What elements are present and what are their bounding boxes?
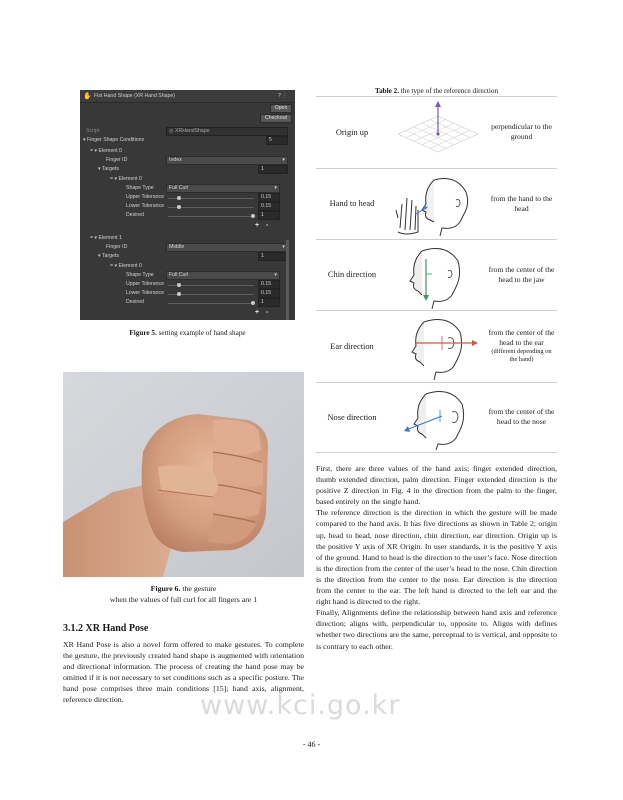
chevron-down-icon: ▾ — [274, 272, 277, 278]
element0-foldout[interactable]: = ▾ Element 0 — [90, 148, 122, 154]
table2-label: Table 2. — [374, 87, 400, 95]
table-row — [316, 96, 557, 169]
right-column-text — [316, 463, 557, 652]
lower-tolerance-label: Lower Tolerance — [126, 203, 164, 209]
direction-name: Origin up — [335, 127, 369, 137]
help-menu-icons[interactable]: ? ⋮ — [278, 93, 288, 99]
table-row — [316, 239, 557, 311]
ear-direction-diagram — [402, 312, 482, 380]
figure5-text: setting example of hand shape — [156, 329, 246, 337]
upper-tolerance-value[interactable]: 0.15 — [258, 193, 280, 202]
hand-to-head-diagram — [394, 170, 484, 238]
shape-type-dropdown[interactable] — [166, 271, 280, 280]
table-row — [316, 382, 557, 453]
origin-up-diagram — [392, 98, 484, 166]
finger-id-value: Middle — [169, 244, 185, 250]
desired-label: Desired — [126, 212, 144, 218]
head-ear-illustration — [402, 312, 482, 380]
nose-direction-diagram — [402, 384, 482, 450]
figure5-caption — [80, 329, 295, 337]
desired-slider[interactable] — [168, 303, 254, 304]
shape-type-value: Full Curl — [169, 272, 189, 278]
shape-type-value: Full Curl — [169, 185, 189, 191]
direction-description: from the center of the head to the jaw — [488, 264, 555, 284]
head-chin-illustration — [402, 241, 482, 309]
conditions-label: Finger Shape Conditions — [87, 137, 145, 143]
remove-button[interactable]: - — [266, 222, 269, 229]
lower-tolerance-value[interactable]: 0.15 — [258, 289, 280, 298]
direction-name: Ear direction — [330, 341, 374, 351]
slider-handle[interactable] — [177, 196, 181, 200]
slider-handle[interactable] — [177, 205, 181, 209]
targets-count[interactable]: 1 — [258, 252, 288, 261]
add-button[interactable]: + — [255, 222, 260, 229]
figure6-caption — [63, 583, 304, 605]
figure6-label: Figure 6. — [150, 584, 181, 593]
lower-tolerance-value[interactable]: 0.15 — [258, 202, 280, 211]
slider-handle[interactable] — [177, 283, 181, 287]
inspector-header — [80, 90, 295, 103]
direction-description: from the hand to the head — [490, 193, 553, 213]
checkout-button[interactable]: Checkout — [260, 114, 292, 123]
paragraph-hand-axis: First, there are three values of the hand axis; finger extended direction, thumb extended direction, palm direction. Finger extended direction is the positive Z direction in Fig. 4 in the direction from the palm to the finger, based entirely on the single hand. — [316, 464, 557, 507]
chin-direction-diagram — [402, 241, 482, 309]
figure6-text: the gesture — [180, 584, 217, 593]
chevron-down-icon: ▾ — [282, 244, 285, 250]
description-note: (different depending on the hand) — [491, 347, 552, 363]
arrow-up-icon — [435, 101, 441, 107]
finger-id-label: Finger ID — [106, 244, 128, 250]
section-heading: 3.1.2 XR Hand Pose — [63, 623, 149, 634]
table-row — [316, 310, 557, 383]
direction-description: perpendicular to the ground — [491, 122, 552, 141]
paragraph-reference-direction: The reference direction is the direction in which the gesture will be made compared to the hand axis. It has five directions as shown in Table 2; origin up, head to head, nose direction, chin direction, ear direction. Origin up is the positive Y axis of XR Origin. In user standards, it is the positive Y axis of the ground. Hand to head is the direction to the user’s face. Nose direction is the direction from the center of the user’s head to the nose. Chin direction is the direction from the center to the nose. Ear direction is the direction from the center to the ear. The left hand is directed to the left ear and the right hand is directed to the right. — [316, 508, 557, 607]
inspector-scrollbar[interactable] — [286, 240, 289, 320]
table2-title: the type of the reference direction — [399, 87, 499, 95]
grid-plane-illustration — [392, 98, 484, 166]
page-number: - 46 - — [302, 740, 321, 749]
head-hand-illustration — [394, 170, 484, 238]
target-element-foldout[interactable]: = ▾ Element 0 — [110, 176, 142, 182]
description-text: from the center of the head to the ear — [488, 327, 555, 347]
conditions-foldout[interactable]: ▾ Finger Shape Conditions — [83, 137, 145, 143]
shape-type-dropdown[interactable] — [166, 184, 280, 193]
targets-foldout[interactable]: ▾ Targets — [98, 253, 119, 259]
script-value: XRHandShape — [174, 128, 210, 134]
finger-id-dropdown[interactable] — [166, 156, 288, 165]
desired-value[interactable]: 1 — [258, 211, 280, 220]
chevron-down-icon: ▾ — [274, 185, 277, 191]
direction-name: Hand to head — [329, 199, 375, 208]
script-label: Script — [86, 128, 100, 134]
conditions-count[interactable]: 5 — [266, 136, 288, 145]
remove-button[interactable]: - — [266, 309, 269, 316]
slider-handle[interactable] — [251, 301, 255, 305]
chevron-down-icon: ▾ — [282, 157, 285, 163]
arrow-down-icon — [423, 295, 429, 301]
figure6-line2: when the values of full curl for all fingers are 1 — [109, 595, 258, 604]
element1-foldout[interactable]: = ▾ Element 1 — [90, 235, 122, 241]
script-field[interactable] — [166, 127, 288, 136]
open-button[interactable]: Open — [270, 104, 292, 113]
unity-inspector-screenshot — [80, 90, 295, 320]
direction-name: Chin direction — [327, 270, 377, 279]
shape-type-label: Shape Type — [126, 272, 154, 278]
head-nose-illustration — [402, 384, 482, 450]
upper-tolerance-value[interactable]: 0.15 — [258, 280, 280, 289]
section-paragraph: XR Hand Pose is also a novel form offered to make gestures. To complete the gesture, the previously created hand shape is augmented with orientation and directional information. The process of creating the hand pose may be omitted if it is not necessary to set conditions such as a specific posture. The hand pose comprises three main conditions [15]; hand axis, alignment, reference direction. — [63, 640, 304, 705]
finger-id-dropdown[interactable] — [166, 243, 288, 252]
finger-id-label: Finger ID — [106, 157, 128, 163]
reference-direction-table — [316, 96, 557, 452]
table-row — [316, 168, 557, 240]
upper-tolerance-label: Upper Tolerance — [126, 281, 164, 287]
arrow-right-icon — [472, 340, 478, 346]
targets-count[interactable]: 1 — [258, 165, 288, 174]
inspector-title: Fist Hand Shape (XR Hand Shape) — [94, 93, 176, 99]
direction-description: from the center of the head to the nose — [488, 407, 555, 426]
lower-tolerance-label: Lower Tolerance — [126, 290, 164, 296]
figure5-label: Figure 5. — [129, 329, 157, 337]
desired-slider[interactable] — [168, 216, 254, 217]
paragraph-alignments: Finally, Alignments define the relationship between hand axis and reference direction; aligns with, perpendicular to, opposite to. Aligns with defines whether two directions are the same, perceptual to is vertical, and opposite to is contrary to each other. — [316, 608, 557, 651]
targets-foldout[interactable]: ▾ Targets — [98, 166, 119, 172]
table2-caption — [316, 87, 557, 95]
direction-description — [486, 310, 557, 382]
watermark: www.kci.go.kr — [200, 690, 401, 721]
direction-name: Nose direction — [327, 412, 377, 422]
shape-type-label: Shape Type — [126, 185, 154, 191]
upper-tolerance-label: Upper Tolerance — [126, 194, 164, 200]
hand-icon: ✋ — [83, 93, 92, 100]
slider-handle[interactable] — [251, 214, 255, 218]
script-icon: ◎ — [169, 128, 174, 134]
desired-label: Desired — [126, 299, 144, 305]
finger-id-value: Index — [169, 157, 182, 163]
target-element-foldout[interactable]: = ▾ Element 0 — [110, 263, 142, 269]
desired-value[interactable]: 1 — [258, 298, 280, 307]
add-button[interactable]: + — [255, 309, 260, 316]
fist-gesture-image — [63, 372, 304, 577]
fist-photo — [63, 372, 304, 577]
slider-handle[interactable] — [177, 292, 181, 296]
